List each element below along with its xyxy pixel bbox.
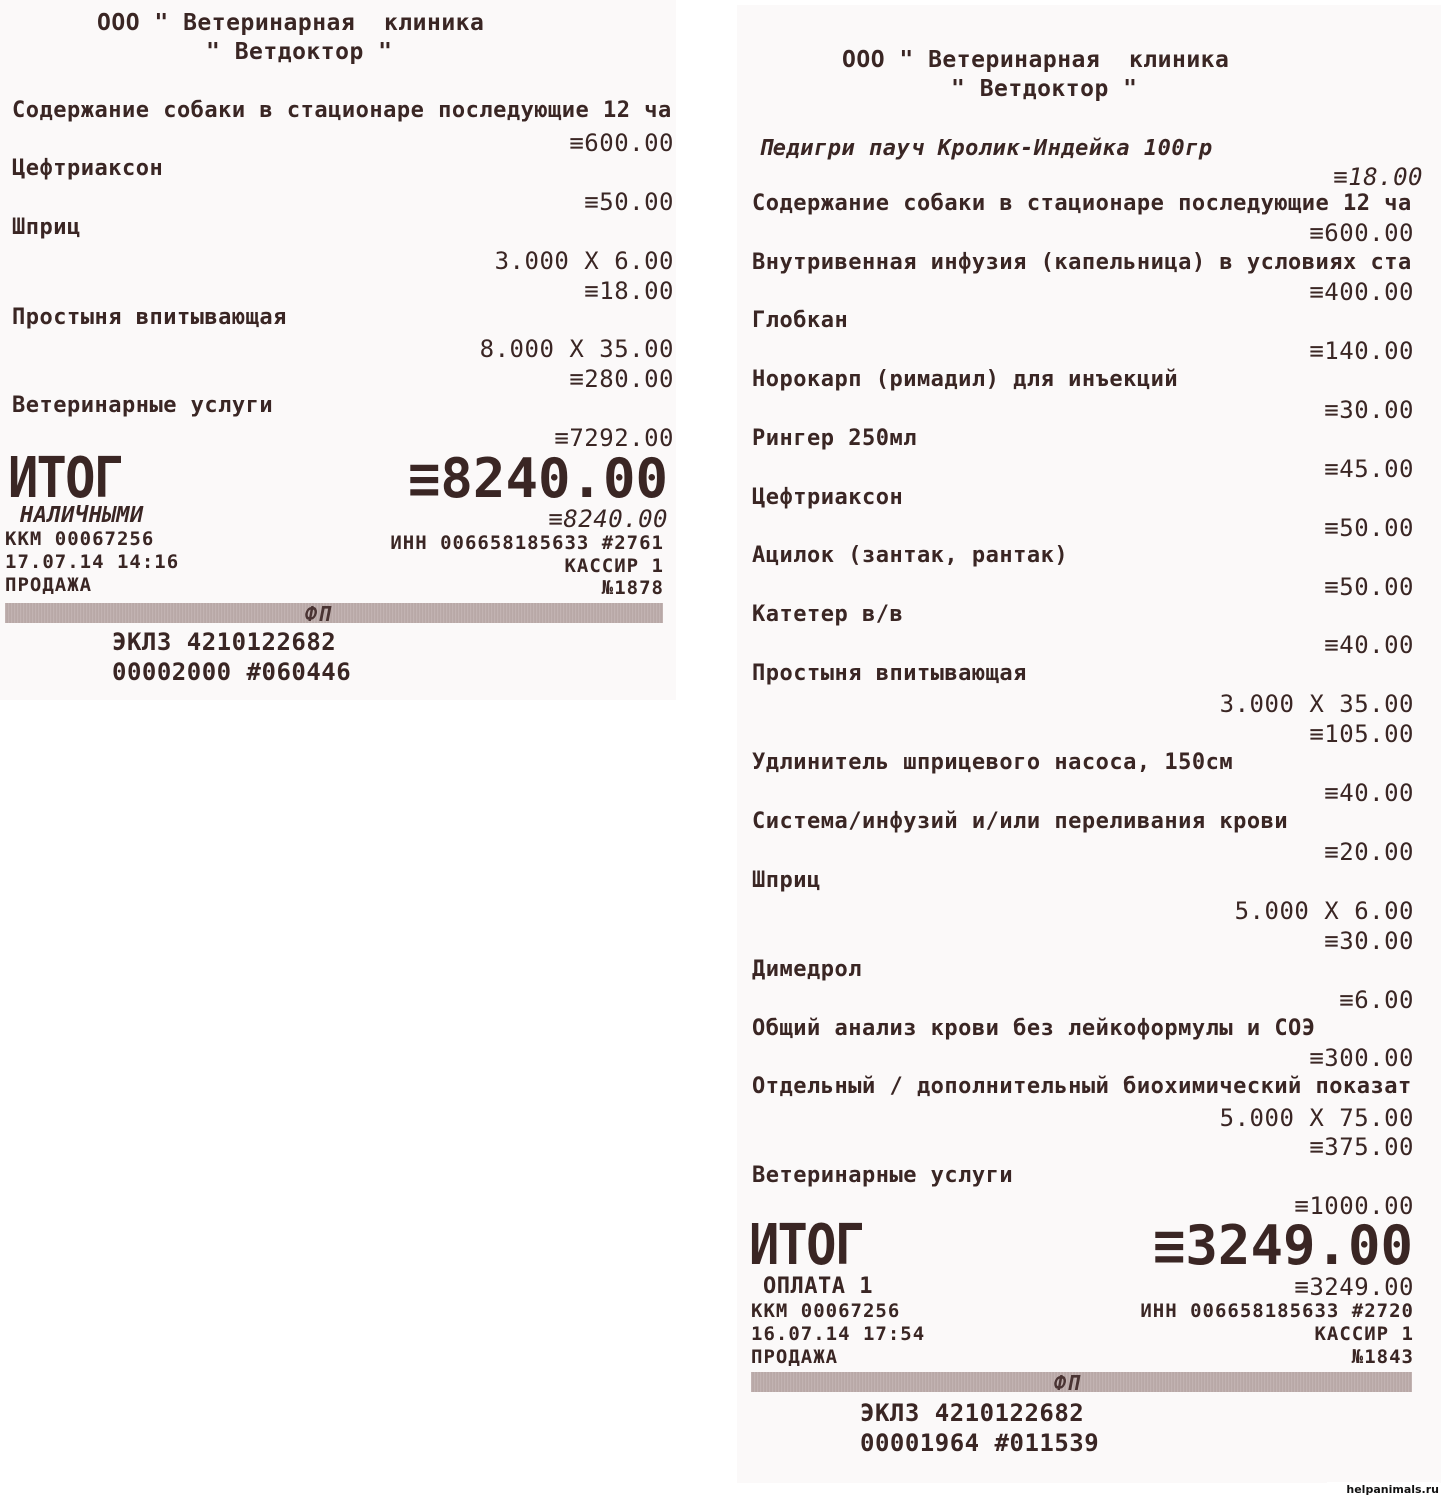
item-total: ≡140.00 — [1309, 337, 1414, 365]
fp-label: ФП — [305, 602, 332, 626]
item-name: Норокарп (римадил) для инъекций — [752, 367, 1179, 392]
inn: ИНН 006658185633 #2720 — [1140, 1300, 1414, 1322]
datetime: 16.07.14 17:54 — [751, 1323, 926, 1345]
payment-value: ≡3249.00 — [1294, 1273, 1414, 1301]
clinic-name: ООО " Ветеринарная клиника — [97, 10, 485, 36]
clinic-name: ООО " Ветеринарная клиника — [842, 47, 1230, 73]
item-qty-price: 5.000 X 6.00 — [1234, 897, 1414, 925]
item-name: Ветеринарные услуги — [12, 393, 274, 418]
item-total: ≡300.00 — [1309, 1044, 1414, 1072]
payment-value: ≡8240.00 — [548, 505, 668, 533]
item-qty-price: 5.000 X 75.00 — [1219, 1104, 1414, 1132]
item-name: Цефтриаксон — [752, 485, 904, 510]
receipt-number: №1843 — [1351, 1346, 1414, 1368]
cashier: КАССИР 1 — [564, 555, 664, 577]
fp-bar — [751, 1371, 1412, 1395]
eklz-code: 00002000 #060446 — [112, 658, 352, 686]
item-name: Димедрол — [752, 957, 862, 982]
item-name: Содержание собаки в стационаре последующие 12 ча — [752, 191, 1412, 216]
item-name: Рингер 250мл — [752, 426, 917, 451]
item-name: Простыня впитывающая — [752, 661, 1027, 686]
item-name: Глобкан — [752, 308, 849, 333]
total-value: ≡8240.00 — [407, 447, 668, 510]
item-name: Шприц — [12, 215, 81, 240]
item-total: ≡45.00 — [1324, 455, 1414, 483]
item-name: Цефтриаксон — [12, 156, 164, 181]
item-name: Отдельный / дополнительный биохимический показат — [752, 1074, 1412, 1099]
item-total: ≡6.00 — [1339, 986, 1414, 1014]
clinic-brand: " Ветдоктор " — [951, 76, 1138, 102]
item-total: ≡40.00 — [1324, 631, 1414, 659]
item-name: Педигри пауч Кролик-Индейка 100гр — [759, 136, 1213, 161]
item-total: ≡1000.00 — [1294, 1192, 1414, 1220]
total-label: ИТОГ — [749, 1213, 864, 1278]
item-total: ≡105.00 — [1309, 720, 1414, 748]
watermark-text: helpanimals.ru — [1327, 1482, 1439, 1498]
item-name: Общий анализ крови без лейкоформулы и СОЭ — [752, 1016, 1316, 1041]
item-name: Система/инфузий и/или переливания крови — [752, 809, 1289, 834]
item-total: ≡40.00 — [1324, 779, 1414, 807]
fp-bar — [5, 602, 663, 626]
item-qty-price: 3.000 X 6.00 — [494, 247, 674, 275]
cashier: КАССИР 1 — [1314, 1323, 1414, 1345]
item-name: Ацилок (зантак, рантак) — [752, 543, 1069, 568]
item-total: ≡50.00 — [1324, 514, 1414, 542]
item-name: Содержание собаки в стационаре последующие 12 ча — [12, 98, 672, 123]
item-total: ≡30.00 — [1324, 927, 1414, 955]
item-name: Простыня впитывающая — [12, 305, 287, 330]
total-value: ≡3249.00 — [1152, 1214, 1413, 1277]
total-label: ИТОГ — [8, 446, 123, 511]
payment-method: НАЛИЧНЫМИ — [20, 503, 144, 528]
item-name: Внутривенная инфузия (капельница) в условиях ста — [752, 250, 1412, 275]
item-total: ≡20.00 — [1324, 838, 1414, 866]
clinic-brand: " Ветдоктор " — [206, 39, 393, 65]
item-qty-price: 3.000 X 35.00 — [1219, 690, 1414, 718]
item-total: ≡400.00 — [1309, 278, 1414, 306]
kkm-number: ККМ 00067256 — [5, 528, 155, 550]
item-name: Ветеринарные услуги — [752, 1163, 1014, 1188]
item-total: ≡18.00 — [1333, 163, 1423, 191]
item-total: ≡50.00 — [1324, 573, 1414, 601]
fp-label: ФП — [1054, 1371, 1081, 1395]
payment-method: ОПЛАТА 1 — [763, 1274, 873, 1299]
sale-type: ПРОДАЖА — [5, 574, 93, 596]
sale-type: ПРОДАЖА — [751, 1346, 839, 1368]
datetime: 17.07.14 14:16 — [5, 551, 180, 573]
eklz: ЭКЛЗ 4210122682 — [112, 628, 337, 656]
item-name: Шприц — [752, 868, 821, 893]
item-total: ≡30.00 — [1324, 396, 1414, 424]
inn: ИНН 006658185633 #2761 — [390, 532, 664, 554]
item-total: ≡18.00 — [584, 277, 674, 305]
item-qty-price: 8.000 X 35.00 — [479, 335, 674, 363]
item-total: ≡50.00 — [584, 188, 674, 216]
item-total: ≡7292.00 — [554, 424, 674, 452]
item-total: ≡600.00 — [1309, 219, 1414, 247]
item-total: ≡600.00 — [569, 129, 674, 157]
item-name: Удлинитель шприцевого насоса, 150см — [752, 750, 1234, 775]
item-total: ≡280.00 — [569, 365, 674, 393]
item-total: ≡375.00 — [1309, 1133, 1414, 1161]
kkm-number: ККМ 00067256 — [751, 1300, 901, 1322]
receipt-right — [737, 5, 1441, 1483]
receipt-left — [0, 0, 676, 700]
eklz: ЭКЛЗ 4210122682 — [860, 1399, 1085, 1427]
eklz-code: 00001964 #011539 — [860, 1429, 1100, 1457]
receipt-number: №1878 — [601, 577, 664, 599]
item-name: Катетер в/в — [752, 602, 904, 627]
